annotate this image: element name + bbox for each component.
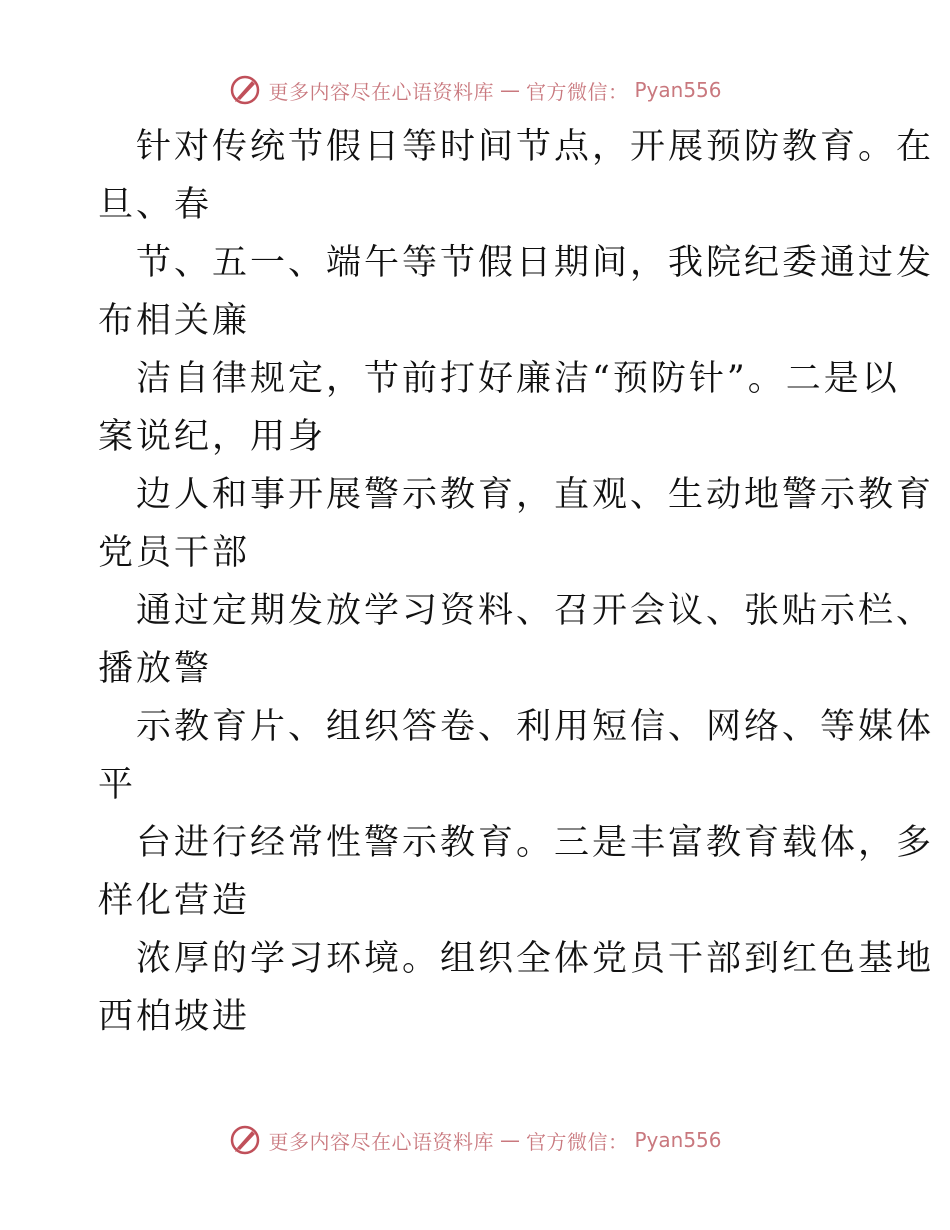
body-line: 边人和事开展警示教育，直观、生动地警示教育 bbox=[136, 475, 935, 515]
watermark-dash: — bbox=[499, 78, 520, 102]
body-line: 旦、春 bbox=[98, 185, 213, 225]
body-line: 样化营造 bbox=[98, 881, 251, 921]
body-line: 针对传统节假日等时间节点，开展预防教育。在 bbox=[136, 127, 935, 167]
pen-circle-logo-icon bbox=[228, 1123, 262, 1157]
watermark-sub-text: 官方微信： bbox=[525, 1129, 629, 1154]
body-line: 党员干部 bbox=[98, 533, 251, 573]
watermark-dash: — bbox=[499, 1128, 520, 1152]
body-line: 通过定期发放学习资料、召开会议、张贴示栏、 bbox=[136, 591, 935, 631]
body-line: 布相关廉 bbox=[98, 301, 251, 341]
watermark-main-text: 更多内容尽在心语资料库 bbox=[268, 79, 494, 104]
header-watermark bbox=[0, 70, 950, 110]
body-line: 播放警 bbox=[98, 649, 213, 689]
body-line: 台进行经常性警示教育。三是丰富教育载体，多 bbox=[136, 823, 935, 863]
watermark-main-text: 更多内容尽在心语资料库 bbox=[268, 1129, 494, 1154]
footer-watermark bbox=[0, 1120, 950, 1160]
body-line: 浓厚的学习环境。组织全体党员干部到红色基地 bbox=[136, 939, 935, 979]
pen-circle-logo-icon bbox=[228, 73, 262, 107]
body-line: 西柏坡进 bbox=[98, 997, 251, 1037]
body-line: 节、五一、端午等节假日期间，我院纪委通过发 bbox=[136, 243, 935, 283]
watermark-id: Pyan556 bbox=[634, 78, 722, 102]
watermark-sub-text: 官方微信： bbox=[525, 79, 629, 104]
body-line: 平 bbox=[98, 765, 137, 805]
body-line: 洁自律规定，节前打好廉洁“预防针”。二是以 bbox=[136, 359, 900, 399]
body-line: 示教育片、组织答卷、利用短信、网络、等媒体 bbox=[136, 707, 935, 747]
watermark-id: Pyan556 bbox=[634, 1128, 722, 1152]
document-body bbox=[98, 118, 935, 1046]
body-line: 案说纪，用身 bbox=[98, 417, 327, 457]
